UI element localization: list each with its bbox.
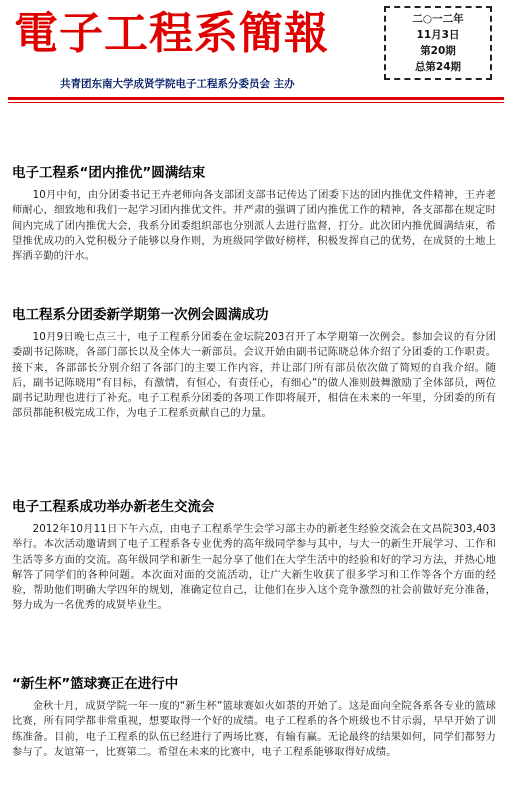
- article-body: 10月中旬，由分团委书记王卉老师向各支部团支部书记传达了团委下达的团内推优文件精神，王卉老师耐心，细致地和我们一起学习团内推优文件。并严肃的强调了团内推优工作的精神，各支部都在规定时间内完成了团内推优大会，我系分团委组织部也分别派人去进行监督，打分。此次团内推优圆满结束，希望推优成功的入党积极分子能够以身作则，为班级同学做好榜样，积极发挥自己的优势，在成贤的土地上挥洒辛勤的汗水。: [12, 189, 496, 263]
- publisher-line: 共青团东南大学成贤学院电子工程系分委员会 主办: [60, 78, 295, 90]
- issue-year: 二○一二年: [412, 13, 464, 25]
- article-exchange-meeting: [12, 498, 496, 614]
- article-body: 10月9日晚七点三十，电子工程系分团委在金坛院203召开了本学期第一次例会。参加会议的有分团委副书记陈晓，各部门部长以及全体大一新部员。会议开始由副书记陈晓总体介绍了分团委的工作职责。接下来，各部部长分别介绍了各部门的主要工作内容，并让部门所有部员依次做了简短的自我介绍。随后，副书记陈晓用“有目标，有激情，有恒心，有责任心，有细心”的做人准则鼓舞激励了全体部员，两位副书记助理也进行了补充。电子工程系分团委的各项工作即将展开，相信在未来的一年里，分团委的所有部员都能积极完成工作，为电子工程系贡献自己的力量。: [12, 331, 496, 420]
- article-body: 金秋十月，成贤学院一年一度的“新生杯”篮球赛如火如荼的开始了。这是面向全院各系各专业的篮球比赛，所有同学都非常重视，想要取得一个好的成绩。电子工程系的各个班级也不甘示弱，早早开始了训练准备。目前，电子工程系的队伍已经进行了两场比赛，有输有赢。无论最终的结果如何，同学们都努力参与了。友谊第一，比赛第二。希望在未来的比赛中，电子工程系能够取得好成绩。: [12, 700, 496, 758]
- article-first-meeting: [12, 306, 496, 422]
- issue-total: 总第24期: [414, 61, 462, 73]
- article-heading: “新生杯”篮球赛正在进行中: [12, 676, 179, 692]
- article-heading: 电子工程系成功举办新老生交流会: [12, 499, 215, 515]
- header-divider-thick: [8, 97, 504, 100]
- masthead: [0, 0, 512, 112]
- article-heading: 电工程系分团委新学期第一次例会圆满成功: [12, 307, 269, 323]
- article-body: 2012年10月11日下午六点，由电子工程系学生会学习部主办的新老生经验交流会在文昌院303,403举行。本次活动邀请到了电子工程系各专业优秀的高年级同学参与其中，与大一的新生开展学习、工作和生活等多方面的交流。高年级同学和新生一起分享了他们在大学生活中的经验和好的学习方法，并热心地解答了同学们的各种问题。本次面对面的交流活动，让广大新生收获了很多学习和工作等各个方面的经验，帮助他们明确大学四年的规划，准确定位自己，让他们在步入这个竞争激烈的社会前做好充分准备，努力成为一名优秀的成贤毕业生。: [12, 523, 496, 612]
- header-divider-thin: [8, 102, 504, 103]
- newsletter-title: 電子工程系簡報: [14, 8, 329, 59]
- issue-info-box: [384, 6, 492, 80]
- article-basketball-cup: [12, 675, 496, 760]
- article-heading: 电子工程系“团内推优”圆满结束: [12, 165, 206, 181]
- article-tuanneituiyou: [12, 164, 496, 264]
- issue-number: 第20期: [420, 45, 456, 57]
- issue-date: 11月3日: [416, 29, 460, 41]
